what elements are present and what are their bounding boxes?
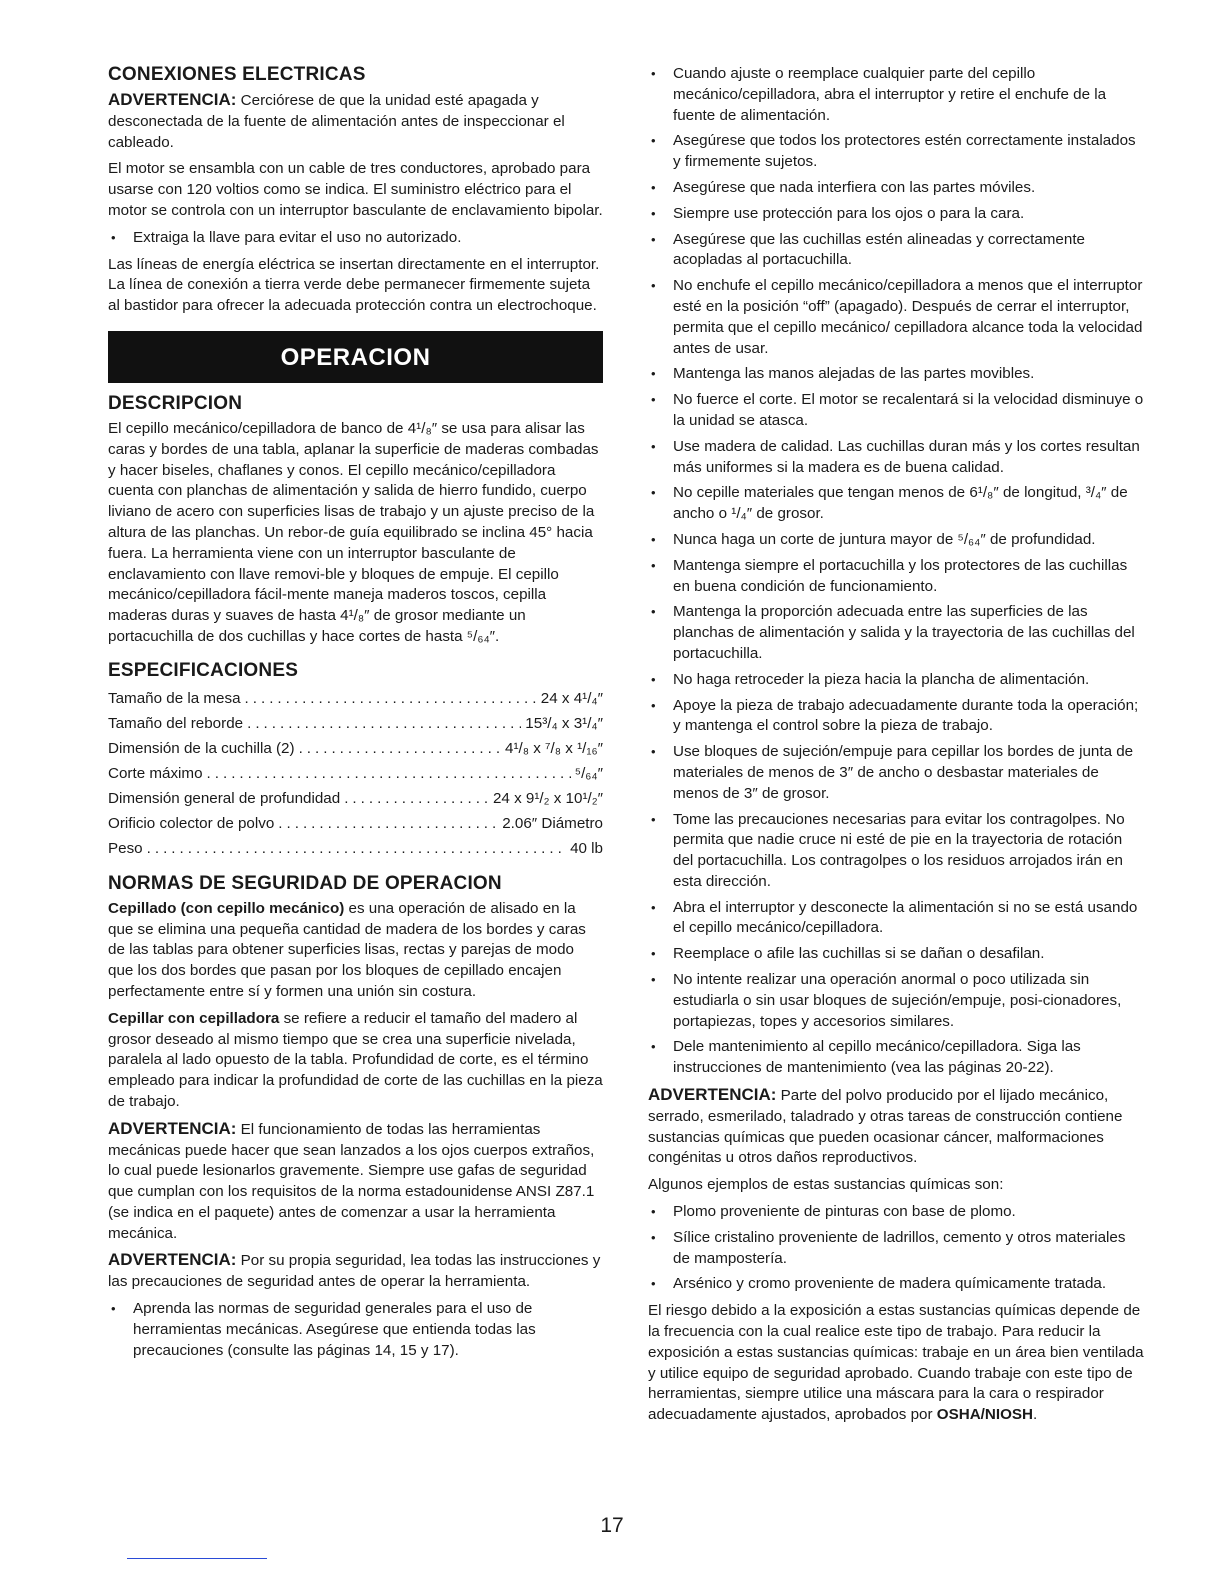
spec-label: Dimensión de la cuchilla (2) bbox=[108, 739, 295, 757]
list-item: • Extraiga la llave para evitar el uso no autorizado. bbox=[108, 228, 603, 249]
safety-rules-list bbox=[648, 64, 1144, 1079]
spec-value: 4¹/₈ x ⁷/₈ x ¹/₁₆″ bbox=[505, 739, 603, 757]
list-item: • Aprenda las normas de seguridad generales para el uso de herramientas mecánicas. Asegúrese que entienda todas las precauciones (consulte las páginas 14, 15 y 17). bbox=[108, 1299, 603, 1361]
spec-value: 24 x 9¹/₂ x 10¹/₂″ bbox=[492, 789, 603, 807]
spec-label: Dimensión general de profundidad bbox=[108, 789, 341, 807]
warning-text: Parte del polvo producido por el lijado mecánico, serrado, esmerilado, taladrado y otras tareas de construcción contiene sustancias químicas que pueden ocasionar cáncer, malformaciones congénitas u otros daños reproductivos. bbox=[648, 1087, 1123, 1167]
examples-intro: Algunos ejemplos de estas sustancias químicas son: bbox=[648, 1176, 1004, 1194]
planing-text: se refiere a reducir el tamaño del madero al grosor deseado al mismo tiempo que se crea una superficie nivelada, paralela al lado opuesto de la tabla. Profundidad de corte, es el término empleado para indicar la profundidad de corte de las cuchillas en la pieza de trabajo. bbox=[108, 1009, 603, 1110]
list-item: • Dele mantenimiento al cepillo mecánico/cepilladora. Siga las instrucciones de mantenimiento (vea las páginas 20-22). bbox=[648, 1037, 1144, 1079]
spec-label: Tamaño de la mesa bbox=[108, 689, 241, 707]
left-column bbox=[108, 64, 603, 1367]
spec-row bbox=[108, 786, 603, 811]
dot-leader bbox=[247, 711, 521, 736]
list-item: • Plomo proveniente de pinturas con base de plomo. bbox=[648, 1202, 1144, 1223]
specifications-table bbox=[108, 686, 603, 861]
list-item: • Apoye la pieza de trabajo adecuadamente durante toda la operación; y mantenga el control sobre la pieza de trabajo. bbox=[648, 696, 1144, 738]
safety-bullet-list bbox=[108, 1299, 603, 1361]
warning-text: El funcionamiento de todas las herramientas mecánicas puede hacer que sean lanzados a los ojos cuerpos extraños, lo cual puede lesionarlos gravemente. Siempre use gafas de seguridad que cumplan con los requisitos de la norma estadounidense ANSI Z87.1 (se indica en el paquete) antes de comenzar a usar la herramienta mecánica. bbox=[108, 1120, 595, 1242]
eye-warning bbox=[108, 1119, 603, 1245]
list-item: • Reemplace o afile las cuchillas si se dañan o desafilan. bbox=[648, 944, 1144, 965]
chemical-examples-list bbox=[648, 1202, 1144, 1295]
list-item: • Arsénico y cromo proveniente de madera químicamente tratada. bbox=[648, 1274, 1144, 1295]
right-column bbox=[648, 64, 1144, 1432]
list-item: • No enchufe el cepillo mecánico/cepilladora a menos que el interruptor esté en la posición “off” (apagado). Después de cerrar el interruptor, permita que el cepillo mecánico/ cepilladora alcance toda la velocidad antes de usar. bbox=[648, 276, 1144, 359]
spec-row bbox=[108, 836, 603, 861]
spec-row bbox=[108, 761, 603, 786]
list-item: • Siempre use protección para los ojos o para la cara. bbox=[648, 204, 1144, 225]
warning-label: ADVERTENCIA: bbox=[108, 90, 237, 109]
safety-rules-heading: NORMAS DE SEGURIDAD DE OPERACION bbox=[108, 872, 502, 894]
list-item: • Sílice cristalino proveniente de ladrillos, cemento y otros materiales de mampostería. bbox=[648, 1228, 1144, 1270]
dot-leader bbox=[207, 761, 571, 786]
specifications-heading: ESPECIFICACIONES bbox=[108, 659, 299, 681]
jointing-text: es una operación de alisado en la que se elimina una pequeña cantidad de madera de los bordes y caras de las tablas para obtener superficies lisas, rectas y parejas de modo que los dos bordes que pasan por los bloques de cepillado encajen perfectamente entre sí y formen una unión sin costura. bbox=[108, 899, 586, 1000]
list-item: • Asegúrese que todos los protectores estén correctamente instalados y firmemente sujetos. bbox=[648, 131, 1144, 173]
dot-leader bbox=[344, 786, 489, 811]
spec-row bbox=[108, 686, 603, 711]
list-item: • Abra el interruptor y desconecte la alimentación si no se está usando el cepillo mecánico/cepilladora. bbox=[648, 898, 1144, 940]
list-item: • Mantenga las manos alejadas de las partes movibles. bbox=[648, 364, 1144, 385]
jointing-term: Cepillado (con cepillo mecánico) bbox=[108, 899, 345, 917]
planing-paragraph bbox=[108, 1009, 603, 1113]
list-item: • No haga retroceder la pieza hacia la plancha de alimentación. bbox=[648, 670, 1144, 691]
warning-label: ADVERTENCIA: bbox=[108, 1250, 237, 1270]
dot-leader bbox=[278, 811, 498, 836]
chemical-warning bbox=[648, 1085, 1144, 1169]
key-bullet-list bbox=[108, 228, 603, 249]
power-lines-paragraph: Las líneas de energía eléctrica se insertan directamente en el interruptor. La línea de conexión a tierra verde debe permanecer firmemente sujeta al bastidor para ofrecer la adecuada protección contra un electrochoque. bbox=[108, 255, 600, 315]
spec-row bbox=[108, 711, 603, 736]
spec-label: Corte máximo bbox=[108, 764, 203, 782]
footer-rule bbox=[127, 1558, 267, 1559]
list-item: • Use madera de calidad. Las cuchillas duran más y los cortes resultan más uniformes si la madera es de buena calidad. bbox=[648, 437, 1144, 479]
description-paragraph: El cepillo mecánico/cepilladora de banco de 4¹/₈″ se usa para alisar las caras y bordes de una tabla, aplanar la superficie de maderas combadas y hacer biseles, chaflanes y conos. El cepillo mecánico/cepilladora cuenta con planchas de alimentación y salida de hierro fundido, cuerpo liviano de acero con superficies lisas de trabajo y un ajuste preciso de la altura de las planchas. Un rebor-de guía equilibrado se inclina 45° hacia fuera. La herramienta viene con un interruptor basculante de enclavamiento con llave removi-ble y bloques de empuje. El cepillo mecánico/cepilladora fácil-mente maneja maderos toscos, cepilla maderas duras y suaves de hasta 4¹/₈″ de grosor mediante un portacuchilla de dos cuchillas y hace cortes de hasta ⁵/₆₄″. bbox=[108, 419, 599, 645]
warning-label: ADVERTENCIA: bbox=[108, 1118, 237, 1138]
spec-value: ⁵/₆₄″ bbox=[574, 764, 603, 782]
dot-leader bbox=[147, 836, 566, 861]
list-item: • Asegúrese que nada interfiera con las partes móviles. bbox=[648, 178, 1144, 199]
warning-label: ADVERTENCIA: bbox=[648, 1085, 777, 1105]
description-heading: DESCRIPCION bbox=[108, 392, 243, 414]
list-item: • Cuando ajuste o reemplace cualquier parte del cepillo mecánico/cepilladora, abra el interruptor y retire el enchufe de la fuente de alimentación. bbox=[648, 64, 1144, 126]
read-instructions-warning bbox=[108, 1250, 603, 1293]
planing-term: Cepillar con cepilladora bbox=[108, 1009, 280, 1027]
motor-paragraph: El motor se ensambla con un cable de tres conductores, aprobado para usarse con 120 voltios como se indica. El suministro eléctrico para el motor se controla con un interruptor basculante de enclavamiento bipolar. bbox=[108, 160, 603, 219]
risk-paragraph bbox=[648, 1301, 1144, 1426]
list-item: • Tome las precauciones necesarias para evitar los contragolpes. No permita que nadie cruce ni esté de pie en la trayectoria de rotación del portacuchilla. Los contragolpes o los residuos arrojados irán en esta dirección. bbox=[648, 810, 1144, 893]
spec-value: 24 x 4¹/₄″ bbox=[540, 689, 603, 707]
electrical-connections-heading: CONEXIONES ELECTRICAS bbox=[108, 64, 366, 85]
jointing-paragraph bbox=[108, 899, 603, 1003]
spec-value: 15³/₄ x 3¹/₄″ bbox=[525, 714, 603, 732]
list-item: • Mantenga la proporción adecuada entre las superficies de las planchas de alimentación y salida y la trayectoria de las cuchillas del portacuchilla. bbox=[648, 602, 1144, 664]
operation-banner: OPERACION bbox=[108, 331, 603, 383]
list-item: • Nunca haga un corte de juntura mayor de ⁵/₆₄″ de profundidad. bbox=[648, 530, 1144, 551]
spec-label: Orificio colector de polvo bbox=[108, 814, 275, 832]
risk-text: El riesgo debido a la exposición a estas sustancias químicas depende de la frecuencia con la cual realice este tipo de trabajo. Para reducir la exposición a estas sustancias químicas: trabaje en un área bien ventilada y utilice equipo de seguridad aprobado. Cuando trabaje con este tipo de herramientas, siempre utilice una máscara para la cara o respirador adecuadamente ajustados, aprobados por bbox=[648, 1302, 1144, 1424]
list-item: • Use bloques de sujeción/empuje para cepillar los bordes de junta de materiales de menos de 3″ de ancho o desbastar materiales de menos de 3″ de grosor. bbox=[648, 742, 1144, 804]
osha-niosh-label: OSHA/NIOSH bbox=[936, 1406, 1033, 1424]
dot-leader bbox=[299, 736, 501, 761]
list-item: • Mantenga siempre el portacuchilla y los protectores de las cuchillas en buena condición de funcionamiento. bbox=[648, 556, 1144, 598]
dot-leader bbox=[245, 686, 537, 711]
spec-label: Peso bbox=[108, 839, 143, 857]
electrical-warning bbox=[108, 90, 603, 153]
spec-row bbox=[108, 811, 603, 836]
warning-text: Cerciórese de que la unidad esté apagada y desconectada de la fuente de alimentación antes de inspeccionar el cableado. bbox=[108, 92, 565, 151]
list-item: • Asegúrese que las cuchillas estén alineadas y correctamente acopladas al portacuchilla. bbox=[648, 230, 1144, 272]
list-item: • No intente realizar una operación anormal o poco utilizada sin estudiarla o sin usar bloques de sujeción/empuje, posi-cionadores, portapiezas, topes y accesorios similares. bbox=[648, 970, 1144, 1032]
spec-value: 2.06″ Diámetro bbox=[502, 814, 603, 832]
warning-text: Por su propia seguridad, lea todas las instrucciones y las precauciones de seguridad antes de operar la herramienta. bbox=[108, 1252, 601, 1291]
spec-row bbox=[108, 736, 603, 761]
page-number: 17 bbox=[600, 1514, 624, 1537]
spec-value: 40 lb bbox=[570, 839, 603, 857]
spec-label: Tamaño del reborde bbox=[108, 714, 244, 732]
list-item: • No fuerce el corte. El motor se recalentará si la velocidad disminuye o la unidad se atasca. bbox=[648, 390, 1144, 432]
list-item: • No cepille materiales que tengan menos de 6¹/₈″ de longitud, ³/₄″ de ancho o ¹/₄″ de grosor. bbox=[648, 483, 1144, 525]
risk-end: . bbox=[1032, 1406, 1038, 1424]
